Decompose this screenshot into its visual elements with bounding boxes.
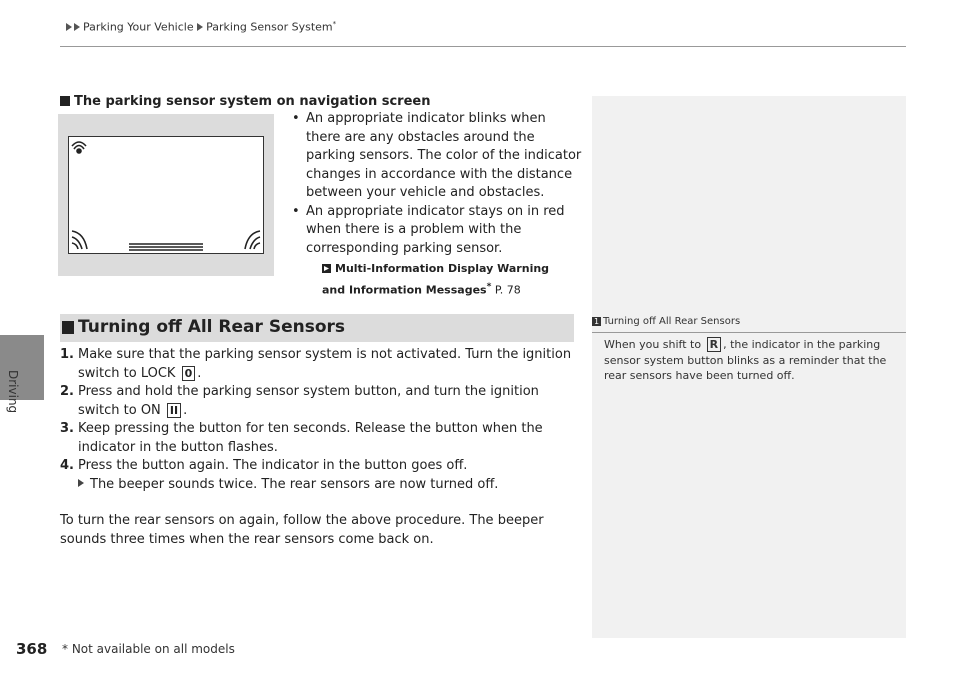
nav-section-bullets	[290, 110, 582, 258]
rear-center-sensor-icon	[129, 244, 203, 250]
cross-reference-page: P. 78	[491, 283, 521, 297]
section-square-icon	[60, 96, 70, 106]
chapter-label-text: Driving	[6, 370, 20, 414]
nav-section-title	[60, 94, 430, 109]
ignition-key-icon: II	[167, 403, 181, 418]
rear-sensors-heading	[60, 314, 574, 342]
procedure-step	[60, 346, 580, 383]
reactivate-paragraph: To turn the rear sensors on again, follow the above procedure. The beeper sounds three times when the rear sensors come back on.	[60, 513, 544, 547]
step-text-end: .	[183, 402, 188, 418]
ignition-key-icon: 0	[182, 366, 196, 381]
step-text: Press the button again. The indicator in the button goes off.	[78, 458, 468, 473]
procedure-steps	[60, 346, 580, 494]
breadcrumb-part-1: Parking Your Vehicle	[83, 20, 194, 34]
bullet-item: • An appropriate indicator blinks when there are any obstacles around the parking sensors. The color of the indicator changes in accordance with the distance between your vehicle and obstacles.	[290, 110, 582, 203]
side-note-title: Turning off All Rear Sensors	[603, 316, 741, 327]
side-note-index: 1	[593, 317, 600, 326]
step-text: Make sure that the parking sensor system is not activated. Turn the ignition switch to LOCK	[78, 347, 572, 381]
page-number: 368	[16, 640, 48, 658]
side-note-text: When you shift to	[604, 338, 705, 351]
heading-square-icon	[62, 321, 74, 334]
breadcrumb-arrow-icon	[74, 23, 80, 31]
procedure-step	[60, 420, 580, 457]
cross-reference-asterisk: *	[486, 281, 492, 292]
chapter-label	[6, 370, 24, 440]
side-note-text-end: , the indicator in the parking sensor system button blinks as a reminder that the rear sensors have been turned off.	[604, 338, 887, 382]
rear-right-sensor-icon	[245, 231, 260, 249]
step-text-end: .	[197, 365, 202, 381]
cross-reference-arrow-icon	[322, 264, 331, 273]
cross-reference[interactable]	[322, 260, 549, 300]
step-result	[60, 476, 580, 495]
breadcrumb-arrow-icon	[197, 23, 203, 31]
side-note-body	[604, 337, 894, 384]
bullet-item: • An appropriate indicator stays on in red when there is a problem with the corresponding parking sensor.	[290, 203, 582, 259]
rear-left-sensor-icon	[72, 231, 87, 249]
navigation-screen-figure	[58, 114, 274, 276]
breadcrumb-part-2: Parking Sensor System	[206, 20, 333, 34]
breadcrumb	[66, 20, 336, 34]
step-number: 3.	[60, 421, 74, 436]
step-number: 2.	[60, 384, 74, 399]
breadcrumb-asterisk: *	[332, 20, 337, 28]
procedure-step	[60, 457, 580, 476]
parking-sensor-indicators	[69, 137, 263, 253]
result-arrow-icon	[78, 479, 84, 487]
nav-section-title-text: The parking sensor system on navigation screen	[74, 94, 431, 109]
breadcrumb-arrow-icon	[66, 23, 72, 31]
step-number: 1.	[60, 347, 74, 362]
cross-reference-line-2: and Information Messages	[322, 283, 487, 297]
gear-position-key-icon: R	[707, 337, 721, 352]
front-sensor-icon	[72, 142, 86, 153]
header-rule	[60, 46, 906, 47]
rear-sensors-heading-text: Turning off All Rear Sensors	[78, 317, 346, 337]
procedure-step	[60, 383, 580, 420]
step-text: Keep pressing the button for ten seconds. Release the button when the indicator in the button flashes.	[78, 421, 543, 455]
navigation-screen	[68, 136, 264, 254]
cross-reference-line-1: Multi-Information Display Warning	[335, 262, 550, 275]
step-result-text: The beeper sounds twice. The rear sensors are now turned off.	[90, 476, 499, 492]
step-text: Press and hold the parking sensor system button, and turn the ignition switch to ON	[78, 384, 539, 418]
step-number: 4.	[60, 458, 74, 473]
side-note-header	[592, 316, 906, 333]
footnote: * Not available on all models	[62, 642, 235, 656]
